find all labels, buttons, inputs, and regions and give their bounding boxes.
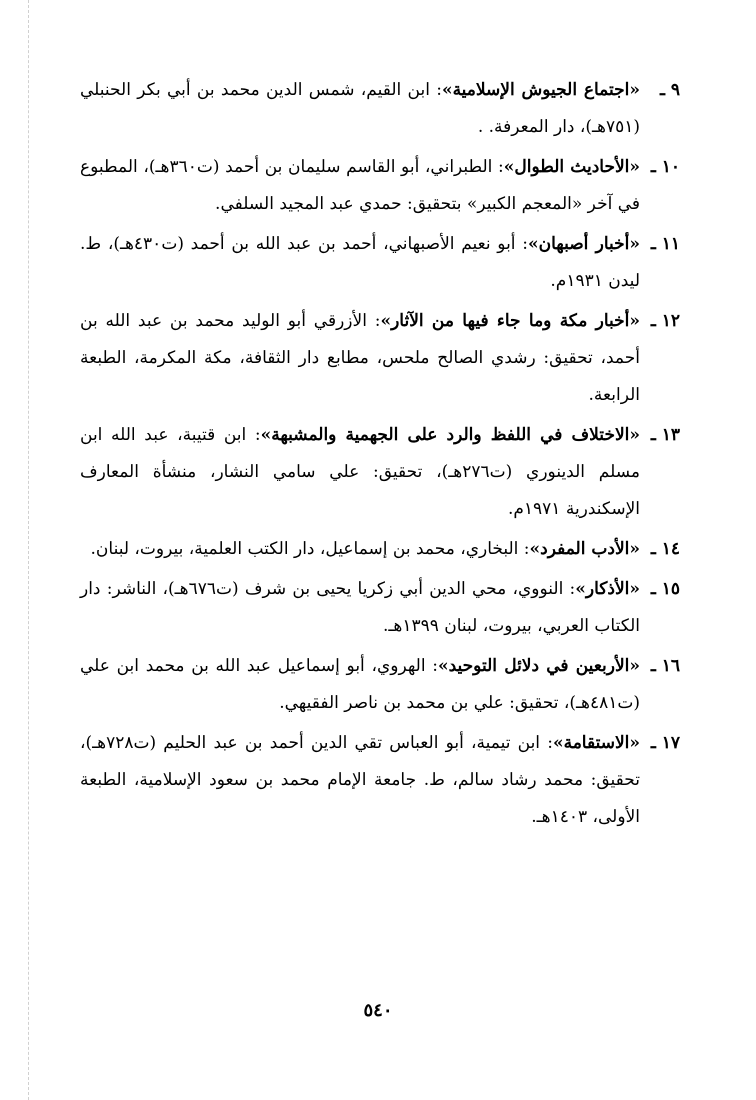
reference-body [80,725,640,836]
reference-number: ١١ ـ [650,234,680,254]
reference-number: ١٧ ـ [650,733,680,753]
reference-title: «أخبار أصبهان» [527,234,640,254]
reference-number: ١٥ ـ [650,579,680,599]
reference-entry [80,725,680,836]
scan-edge-line [28,0,29,1100]
reference-entry [80,417,680,528]
reference-number: ١٦ ـ [650,656,680,676]
reference-body [80,303,640,414]
reference-title: «الاستقامة» [552,733,640,753]
reference-number: ٩ ـ [659,80,680,100]
reference-entry [80,571,680,645]
reference-body [80,417,640,528]
reference-title: «الاختلاف في اللفظ والرد على الجهمية والمشبهة» [260,425,640,445]
reference-entry [80,226,680,300]
reference-body [80,571,640,645]
reference-details: : النووي، محي الدين أبي زكريا يحيى بن شرف (ت٦٧٦هـ)، الناشر: دار الكتاب العربي، بيروت، لبنان ١٣٩٩هـ. [80,579,640,636]
reference-details: : ابن القيم، شمس الدين محمد بن أبي بكر الحنبلي (٧٥١هـ)، دار المعرفة. . [80,80,640,137]
reference-number: ١٤ ـ [650,539,680,559]
reference-body [80,149,640,223]
reference-entry [80,149,680,223]
bibliography-list [80,72,680,839]
reference-entry [80,531,680,568]
reference-number: ١٠ ـ [650,157,680,177]
reference-details: : ابن تيمية، أبو العباس تقي الدين أحمد بن عبد الحليم (ت٧٢٨هـ)، تحقيق: محمد رشاد سالم، ط. جامعة الإمام محمد بن سعود الإسلامية، الطبعة الأولى، ١٤٠٣هـ. [80,733,640,827]
reference-details: : ابن قتيبة، عبد الله ابن مسلم الدينوري (ت٢٧٦هـ)، تحقيق: علي سامي النشار، منشأة المعارف الإسكندرية ١٩٧١م. [80,425,640,519]
reference-details: : الطبراني، أبو القاسم سليمان بن أحمد (ت٣٦٠هـ)، المطبوع في آخر «المعجم الكبير» بتحقيق: حمدي عبد المجيد السلفي. [80,157,640,214]
reference-title: «أخبار مكة وما جاء فيها من الآثار» [380,311,640,331]
reference-title: «الأذكار» [575,579,640,599]
reference-entry [80,648,680,722]
reference-details: : أبو نعيم الأصبهاني، أحمد بن عبد الله بن أحمد (ت٤٣٠هـ)، ط. ليدن ١٩٣١م. [80,234,640,291]
reference-entry [80,303,680,414]
page-number: ٥٤٠ [363,1000,393,1021]
reference-title: «الأربعين في دلائل التوحيد» [438,656,641,676]
reference-body [80,72,640,146]
reference-title: «الأحاديث الطوال» [503,157,640,177]
reference-details: : البخاري، محمد بن إسماعيل، دار الكتب العلمية، بيروت، لبنان. [90,539,530,559]
reference-body [80,531,640,568]
reference-number: ١٢ ـ [650,311,680,331]
reference-title: «الأدب المفرد» [529,539,640,559]
reference-entry [80,72,680,146]
reference-body [80,648,640,722]
reference-number: ١٣ ـ [650,425,680,445]
reference-details: : الأزرقي أبو الوليد محمد بن عبد الله بن أحمد، تحقيق: رشدي الصالح ملحس، مطابع دار الثقافة، مكة المكرمة، الطبعة الرابعة. [80,311,640,405]
reference-title: «اجتماع الجيوش الإسلامية» [441,80,640,100]
reference-details: : الهروي، أبو إسماعيل عبد الله بن محمد ابن علي (ت٤٨١هـ)، تحقيق: علي بن محمد بن ناصر الفقيهي. [80,656,640,713]
reference-body [80,226,640,300]
